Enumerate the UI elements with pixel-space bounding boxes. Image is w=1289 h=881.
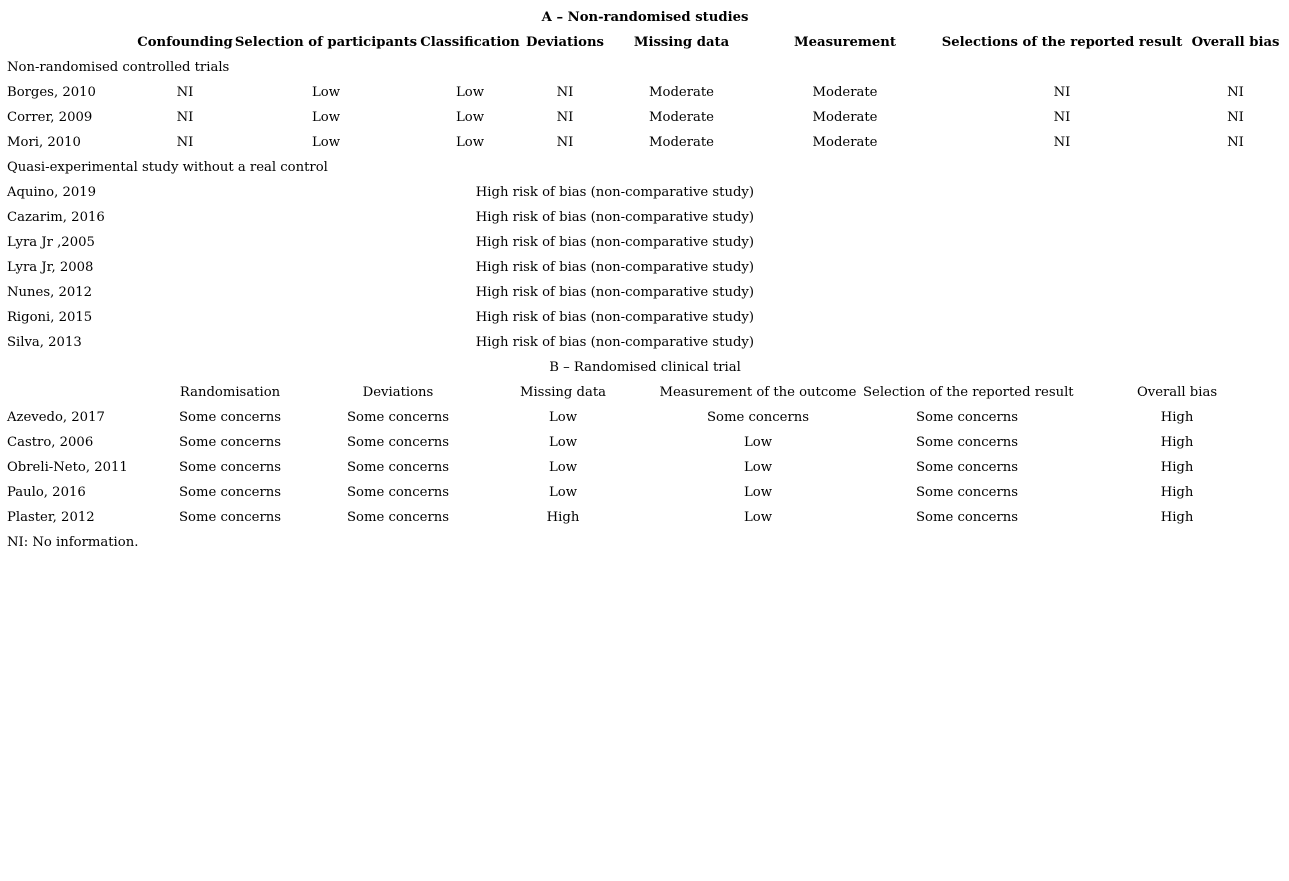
study-name: Correr, 2009 bbox=[7, 110, 93, 125]
risk-of-bias-document bbox=[7, 5, 1283, 555]
cell-value: High bbox=[1160, 460, 1194, 475]
study-name: Azevedo, 2017 bbox=[7, 410, 105, 425]
cell-value: High bbox=[1160, 435, 1194, 450]
header-deviations: Deviations bbox=[362, 385, 434, 400]
cell-value: Low bbox=[312, 85, 340, 100]
cell-value: NI bbox=[176, 135, 194, 150]
table-row bbox=[7, 230, 1283, 255]
cell-value: High bbox=[1160, 510, 1194, 525]
table-row bbox=[7, 455, 1283, 480]
table-row bbox=[7, 180, 1283, 205]
cell-value: Low bbox=[744, 485, 772, 500]
cell-value: Some concerns bbox=[346, 485, 450, 500]
cell-value: NI bbox=[176, 85, 194, 100]
cell-value: Some concerns bbox=[346, 410, 450, 425]
high-risk-note: High risk of bias (non-comparative study) bbox=[475, 185, 754, 200]
cell-value: Low bbox=[549, 410, 577, 425]
cell-value: Moderate bbox=[649, 135, 714, 150]
header-overall-bias: Overall bias bbox=[1136, 385, 1218, 400]
cell-value: Some concerns bbox=[178, 485, 282, 500]
header-selections-of-reported-result: Selections of the reported result bbox=[941, 35, 1183, 50]
cell-value: High bbox=[546, 510, 580, 525]
cell-value: Some concerns bbox=[915, 510, 1019, 525]
cell-value: NI bbox=[1053, 110, 1071, 125]
high-risk-note: High risk of bias (non-comparative study) bbox=[475, 335, 754, 350]
cell-value: High bbox=[1160, 410, 1194, 425]
table-row bbox=[7, 205, 1283, 230]
cell-value: NI bbox=[1227, 110, 1244, 125]
cell-value: NI bbox=[1053, 85, 1071, 100]
table-row bbox=[7, 405, 1283, 430]
section-b-title-row bbox=[7, 355, 1283, 380]
table-row bbox=[7, 305, 1283, 330]
high-risk-note: High risk of bias (non-comparative study) bbox=[475, 235, 754, 250]
cell-value: Some concerns bbox=[178, 410, 282, 425]
cell-value: Moderate bbox=[812, 135, 878, 150]
cell-value: Some concerns bbox=[346, 510, 450, 525]
header-measurement: Measurement bbox=[794, 35, 896, 50]
cell-value: NI bbox=[1227, 135, 1244, 150]
footnote: NI: No information. bbox=[7, 535, 139, 550]
header-measurement-of-outcome: Measurement of the outcome bbox=[659, 385, 857, 400]
cell-value: Low bbox=[456, 110, 484, 125]
section-a-title-row bbox=[7, 5, 1283, 30]
high-risk-note: High risk of bias (non-comparative study) bbox=[475, 310, 754, 325]
header-deviations: Deviations bbox=[526, 35, 604, 50]
section-b-title: B – Randomised clinical trial bbox=[549, 360, 741, 375]
cell-value: Low bbox=[312, 135, 340, 150]
header-selection-of-reported-result: Selection of the reported result bbox=[863, 385, 1074, 400]
study-name: Lyra Jr, 2008 bbox=[7, 260, 94, 275]
footnote-row bbox=[7, 530, 1283, 555]
cell-value: Moderate bbox=[812, 110, 878, 125]
cell-value: Some concerns bbox=[178, 510, 282, 525]
cell-value: High bbox=[1160, 485, 1194, 500]
cell-value: Some concerns bbox=[346, 460, 450, 475]
cell-value: NI bbox=[176, 110, 194, 125]
study-name: Cazarim, 2016 bbox=[7, 210, 105, 225]
cell-value: Moderate bbox=[812, 85, 878, 100]
study-name: Castro, 2006 bbox=[7, 435, 94, 450]
study-name: Aquino, 2019 bbox=[7, 185, 97, 200]
group-label-row bbox=[7, 155, 1283, 180]
high-risk-note: High risk of bias (non-comparative study) bbox=[475, 260, 754, 275]
high-risk-note: High risk of bias (non-comparative study) bbox=[475, 285, 754, 300]
cell-value: Some concerns bbox=[346, 435, 450, 450]
study-name: Silva, 2013 bbox=[7, 335, 82, 350]
study-name: Plaster, 2012 bbox=[7, 510, 95, 525]
table-row bbox=[7, 280, 1283, 305]
table-row bbox=[7, 105, 1283, 130]
table-row bbox=[7, 330, 1283, 355]
cell-value: NI bbox=[556, 135, 574, 150]
study-name: Mori, 2010 bbox=[7, 135, 81, 150]
header-missing-data: Missing data bbox=[519, 385, 607, 400]
table-row bbox=[7, 80, 1283, 105]
table-row bbox=[7, 130, 1283, 155]
cell-value: Low bbox=[744, 460, 772, 475]
study-name: Obreli-Neto, 2011 bbox=[7, 460, 128, 475]
cell-value: NI bbox=[556, 85, 574, 100]
cell-value: Low bbox=[744, 435, 772, 450]
header-blank bbox=[7, 380, 137, 405]
table-row bbox=[7, 430, 1283, 455]
cell-value: Low bbox=[456, 85, 484, 100]
study-name: Nunes, 2012 bbox=[7, 285, 93, 300]
table-row bbox=[7, 480, 1283, 505]
cell-value: Moderate bbox=[649, 85, 714, 100]
header-overall-bias: Overall bias bbox=[1191, 35, 1280, 50]
cell-value: Some concerns bbox=[178, 435, 282, 450]
cell-value: NI bbox=[556, 110, 574, 125]
cell-value: Low bbox=[312, 110, 340, 125]
high-risk-note: High risk of bias (non-comparative study) bbox=[475, 210, 754, 225]
group-label-quasi-experimental: Quasi-experimental study without a real control bbox=[7, 160, 328, 175]
header-missing-data: Missing data bbox=[633, 35, 730, 50]
header-classification: Classification bbox=[420, 35, 520, 50]
header-blank bbox=[7, 30, 137, 55]
cell-value: Low bbox=[456, 135, 484, 150]
header-selection-of-participants: Selection of participants bbox=[234, 35, 418, 50]
cell-value: Some concerns bbox=[915, 485, 1019, 500]
cell-value: NI bbox=[1227, 85, 1244, 100]
study-name: Borges, 2010 bbox=[7, 85, 96, 100]
cell-value: NI bbox=[1053, 135, 1071, 150]
table-non-randomised bbox=[7, 5, 1283, 355]
cell-value: Low bbox=[549, 460, 577, 475]
cell-value: Moderate bbox=[649, 110, 714, 125]
table-row bbox=[7, 255, 1283, 280]
cell-value: Some concerns bbox=[915, 410, 1019, 425]
header-randomisation: Randomisation bbox=[179, 385, 281, 400]
cell-value: Low bbox=[744, 510, 772, 525]
section-a-title: A – Non-randomised studies bbox=[541, 10, 749, 25]
study-name: Rigoni, 2015 bbox=[7, 310, 93, 325]
table-randomised bbox=[7, 355, 1283, 555]
group-label-row bbox=[7, 55, 1283, 80]
cell-value: Low bbox=[549, 435, 577, 450]
cell-value: Low bbox=[549, 485, 577, 500]
header-confounding: Confounding bbox=[137, 35, 233, 50]
section-b-header-row bbox=[7, 380, 1283, 405]
cell-value: Some concerns bbox=[915, 460, 1019, 475]
cell-value: Some concerns bbox=[915, 435, 1019, 450]
section-a-header-row bbox=[7, 30, 1283, 55]
study-name: Lyra Jr ,2005 bbox=[7, 235, 95, 250]
study-name: Paulo, 2016 bbox=[7, 485, 86, 500]
table-row bbox=[7, 505, 1283, 530]
cell-value: Some concerns bbox=[706, 410, 810, 425]
group-label-non-randomised: Non-randomised controlled trials bbox=[7, 60, 230, 75]
cell-value: Some concerns bbox=[178, 460, 282, 475]
